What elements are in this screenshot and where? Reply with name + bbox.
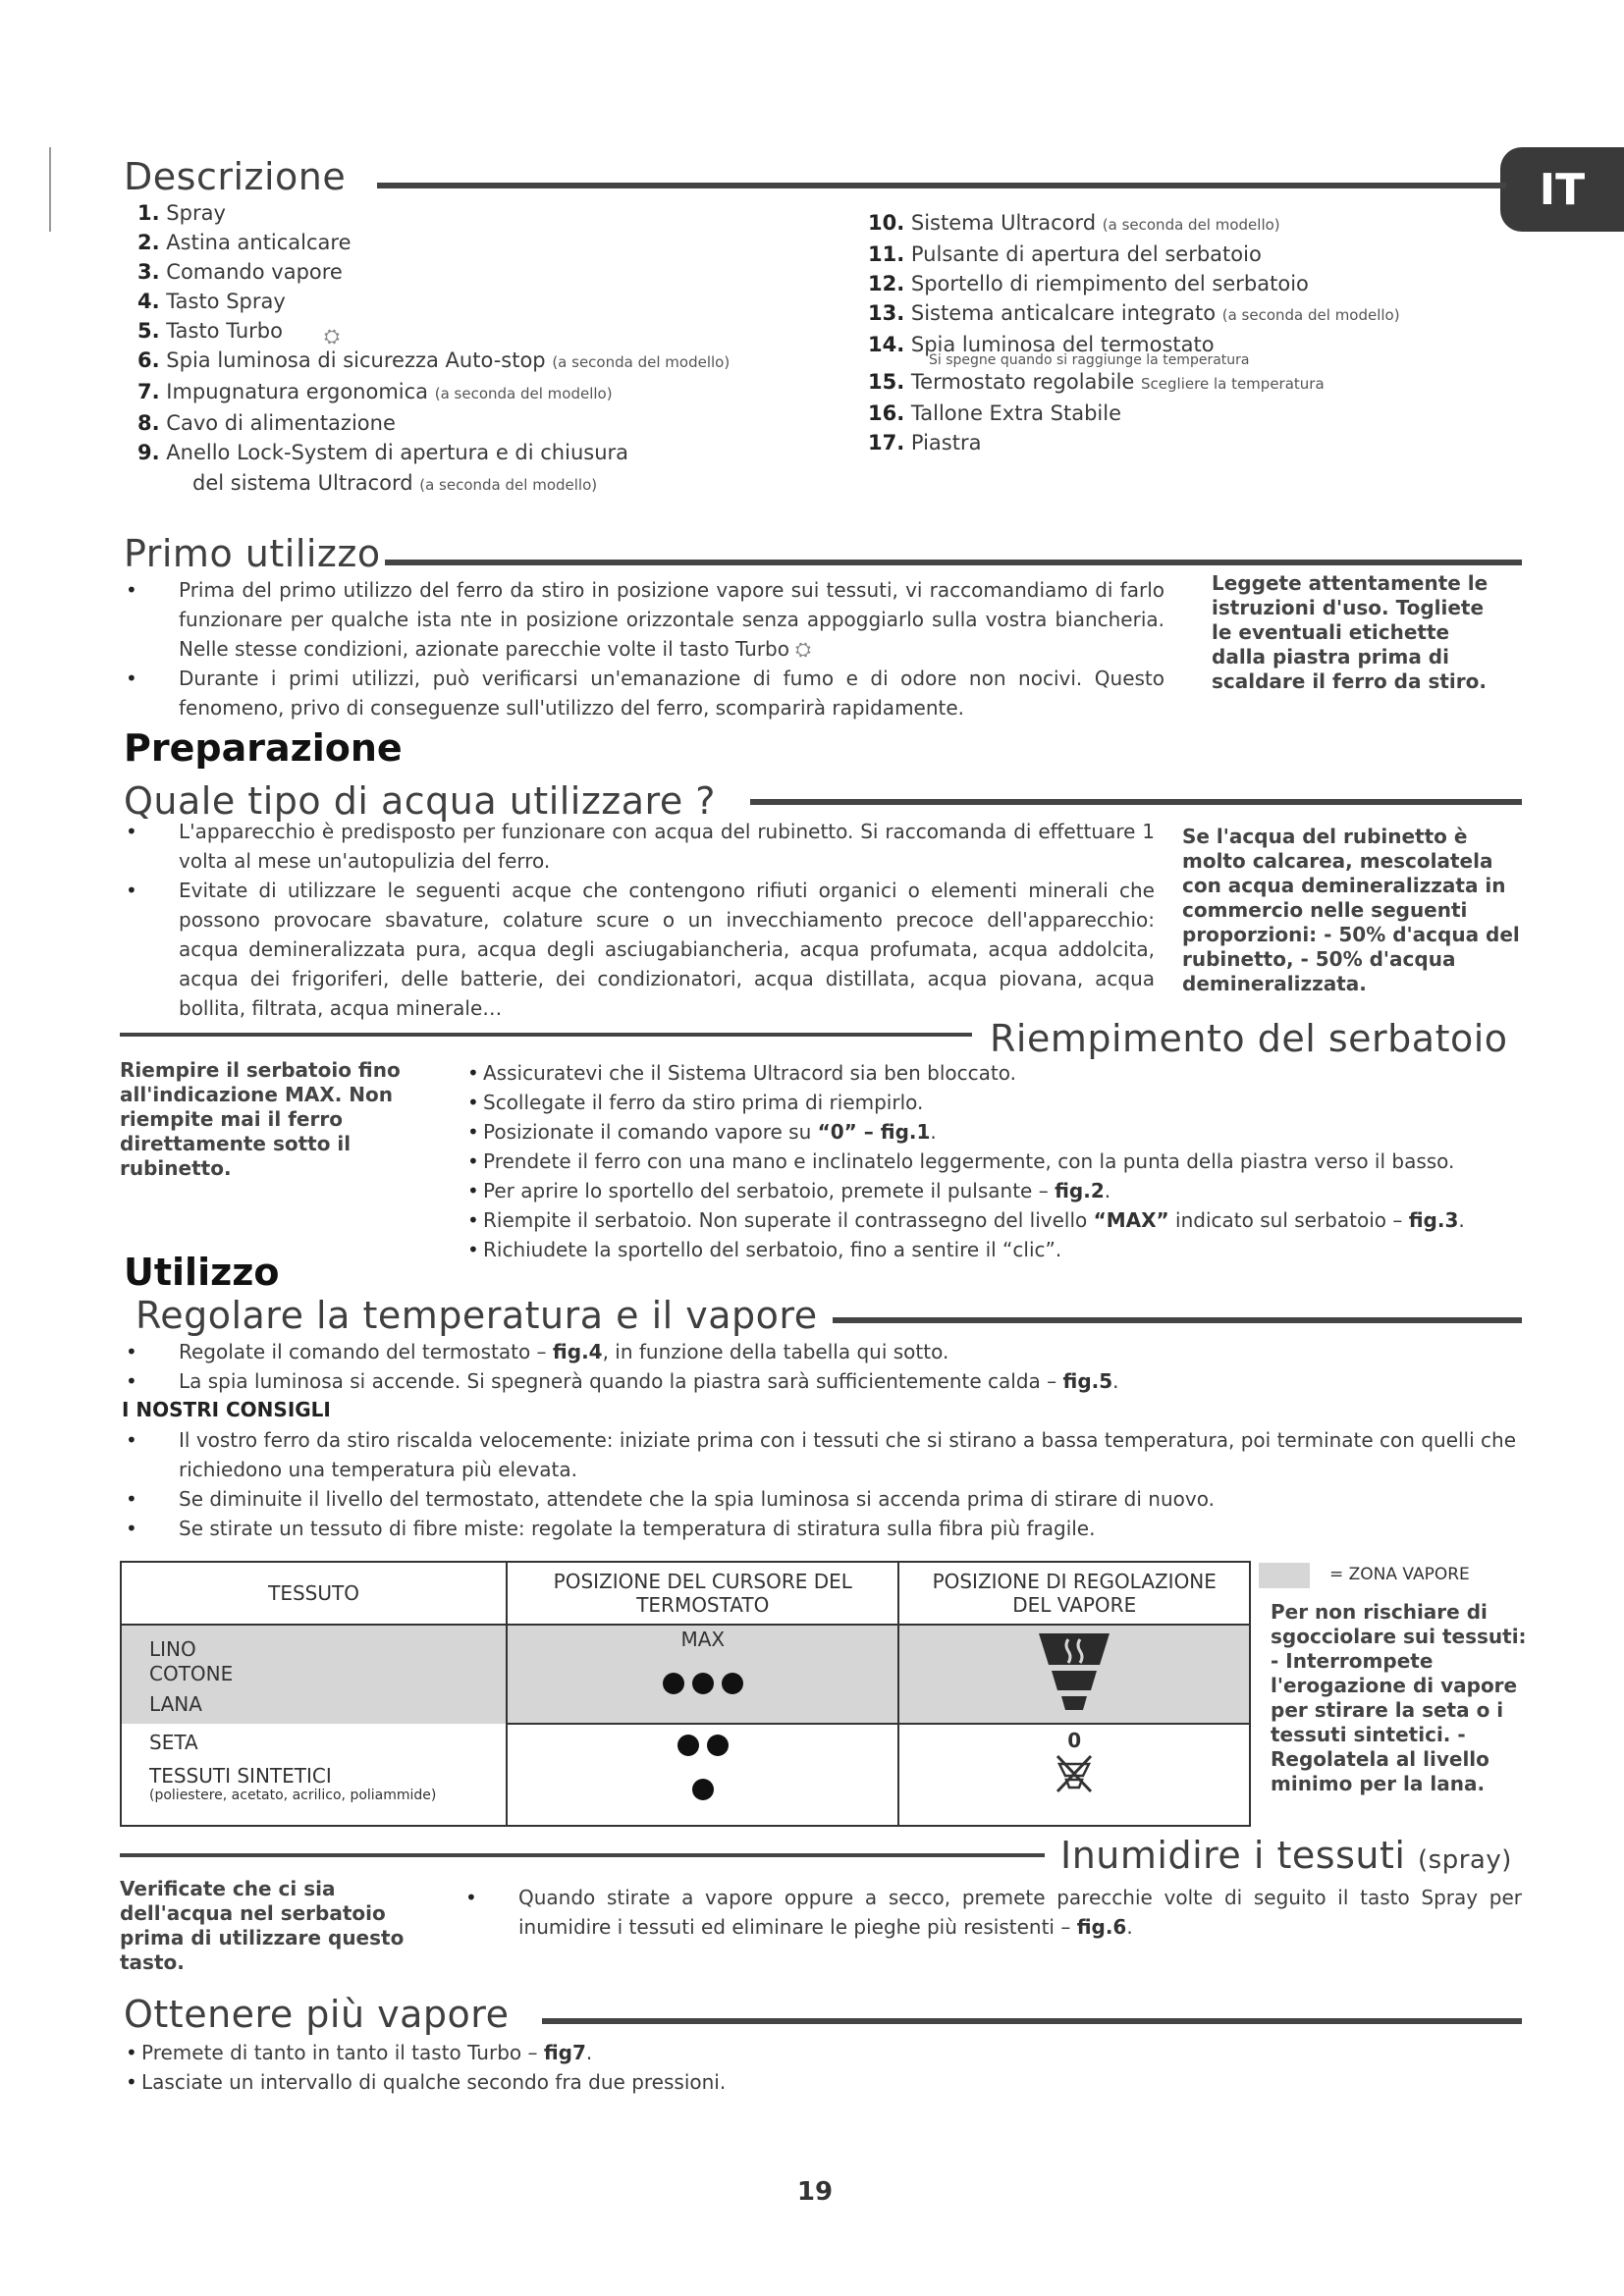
list-item: • L'apparecchio è predisposto per funzionare con acqua del rubinetto. Si raccomanda di effettuare 1 volta al mese un'autopulizia del ferro. (122, 817, 1155, 876)
table-note: Per non rischiare di sgocciolare sui tessuti: - Interrompete l'erogazione di vapore per stirare la seta o i tessuti sintetici. - Regolatela al livello minimo per la lana. (1271, 1600, 1527, 1795)
primo-utilizzo-note: Leggete attentamente le istruzioni d'uso. Togliete le eventuali etichette dalla piastra prima di scaldare il ferro da stiro. (1212, 571, 1489, 693)
inumidire-note: Verificate che ci sia dell'acqua nel serbatoio prima di utilizzare questo tasto. (120, 1877, 405, 1974)
list-item: • Posizionate il comando vapore su “0” – fig.1. (463, 1117, 1524, 1147)
description-item: 4. Tasto Spray (137, 290, 286, 313)
steam-zone-swatch (1259, 1563, 1310, 1588)
thermostat-one-dot (508, 1779, 897, 1805)
thermostat-low-cell (507, 1724, 898, 1826)
vapore-list (122, 2038, 1104, 2097)
list-item: • Regolate il comando del termostato – fig.4, in funzione della tabella qui sotto. (122, 1337, 1516, 1366)
fabric-seta: SETA (149, 1731, 198, 1754)
thermostat-two-dots (508, 1735, 897, 1761)
table-header-vapore: POSIZIONE DI REGOLAZIONE DEL VAPORE (898, 1562, 1250, 1625)
fabric-sintetici-detail: (poliestere, acetato, acrilico, poliammide) (149, 1788, 437, 1803)
description-item: 12. Sportello di riempimento del serbatoio (868, 272, 1309, 295)
list-item: • Se stirate un tessuto di fibre miste: regolate la temperatura di stiratura sulla fibra più fragile. (122, 1514, 1516, 1543)
subsection-title-temperatura: Regolare la temperatura e il vapore (135, 1294, 818, 1337)
section-title-inumidire: Inumidire i tessuti (spray) (1060, 1834, 1512, 1877)
section-title-preparazione: Preparazione (124, 726, 403, 770)
acqua-list (122, 817, 1155, 1023)
section-title-vapore: Ottenere più vapore (124, 1993, 510, 2036)
list-item: • Prendete il ferro con una mano e inclinatelo leggermente, con la punta della piastra verso il basso. (463, 1147, 1524, 1176)
section-title-riempimento: Riempimento del serbatoio (990, 1017, 1508, 1060)
page-number: 19 (796, 2177, 834, 2207)
table-header-tessuto: TESSUTO (121, 1562, 507, 1625)
consigli-list (122, 1425, 1516, 1543)
description-item: 14. Spia luminosa del termostato Si spegne quando si raggiunge la temperatura (868, 330, 1400, 367)
description-item: 15. Termostato regolabile Scegliere la temperatura (868, 370, 1325, 394)
description-item: 13. Sistema anticalcare integrato (a seconda del modello) (868, 301, 1400, 325)
description-list-right (868, 208, 1400, 457)
table-row (121, 1625, 507, 1724)
consigli-title: I NOSTRI CONSIGLI (122, 1398, 331, 1421)
list-item: • Scollegate il ferro da stiro prima di riempirlo. (463, 1088, 1524, 1117)
section-rule (120, 1853, 1045, 1857)
list-item: • Quando stirate a vapore oppure a secco, premete parecchie volte di seguito il tasto Spray per inumidire i tessuti ed eliminare le pieghe più resistenti – fig.6. (461, 1883, 1522, 1942)
description-item: 16. Tallone Extra Stabile (868, 401, 1121, 425)
description-item: 3. Comando vapore (137, 260, 343, 284)
section-rule (542, 2018, 1522, 2024)
fabric-lino: LINO (149, 1637, 196, 1661)
thermostat-max-label: MAX (680, 1628, 726, 1651)
thermostat-three-dots (508, 1673, 897, 1699)
fabric-lana: LANA (149, 1692, 202, 1716)
description-item: 5. Tasto Turbo (137, 319, 283, 343)
temperature-table (120, 1561, 1251, 1827)
list-item: • Per aprire lo sportello del serbatoio, premete il pulsante – fig.2. (463, 1176, 1524, 1205)
section-rule (120, 1033, 972, 1037)
acqua-note: Se l'acqua del rubinetto è molto calcarea, mescolatela con acqua demineralizzata in commercio nelle seguenti proporzioni: - 50% d'acqua del rubinetto, - 50% d'acqua demineralizzata. (1182, 825, 1520, 995)
description-item: 8. Cavo di alimentazione (137, 411, 396, 435)
description-item-14-sub: Si spegne quando si raggiunge la temperatura (929, 352, 1250, 368)
riempimento-note: Riempire il serbatoio fino all'indicazione MAX. Non riempite mai il ferro direttamente sotto il rubinetto. (120, 1058, 401, 1180)
section-rule (377, 183, 1506, 188)
section-title-descrizione: Descrizione (124, 155, 347, 198)
list-item: • Evitate di utilizzare le seguenti acque che contengono rifiuti organici o elementi minerali che possono provocare sbavature, colature scure o un invecchiamento precoce dell'apparecchio: acqua demineralizzata pura, acqua degli asciugabiancheria, acqua profumata, acqua addolcita, acqua dei frigoriferi, delle batterie, dei condizionatori, acqua distillata, acqua piovana, acqua bollita, filtrata, acqua minerale… (122, 876, 1155, 1023)
list-item: • Prima del primo utilizzo del ferro da stiro in posizione vapore sui tessuti, vi raccomandiamo di farlo funzionare per qualche ista nte in posizione orizzontale senza appoggiarlo sulla vostra biancheria. Nelle stesse condizioni, azionate parecchie volte il tasto Turbo ⛭ (122, 575, 1164, 664)
description-item: 6. Spia luminosa di sicurezza Auto-stop (a seconda del modello) (137, 348, 731, 372)
steam-max-cell (898, 1625, 1250, 1724)
primo-utilizzo-list (122, 575, 1164, 722)
description-item: 9. Anello Lock-System di apertura e di chiusura (137, 441, 629, 464)
margin-mark (49, 147, 51, 232)
language-tab: IT (1500, 147, 1624, 232)
table-header-termostato: POSIZIONE DEL CURSORE DEL TERMOSTATO (507, 1562, 898, 1625)
description-item: 2. Astina anticalcare (137, 231, 352, 254)
temperatura-list (122, 1337, 1516, 1396)
steam-high-icon (1035, 1626, 1113, 1718)
steam-zero-icon: 0 (1067, 1729, 1082, 1752)
list-item: • Il vostro ferro da stiro riscalda velocemente: iniziate prima con i tessuti che si stirano a bassa temperatura, poi terminate con quelli che richiedono una temperatura più elevata. (122, 1425, 1516, 1484)
list-item: • La spia luminosa si accende. Si spegnerà quando la piastra sarà sufficientemente calda – fig.5. (122, 1366, 1516, 1396)
section-rule (385, 560, 1522, 565)
inumidire-list (461, 1883, 1522, 1942)
list-item: • Lasciate un intervallo di qualche secondo fra due pressioni. (122, 2067, 1104, 2097)
subsection-title-acqua: Quale tipo di acqua utilizzare ? (124, 779, 716, 823)
list-item: • Richiudete la sportello del serbatoio, fino a sentire il “clic”. (463, 1235, 1524, 1264)
list-item: • Riempite il serbatoio. Non superate il contrassegno del livello “MAX” indicato sul serbatoio – fig.3. (463, 1205, 1524, 1235)
list-item: • Premete di tanto in tanto il tasto Turbo – fig7. (122, 2038, 1104, 2067)
description-list-left (137, 198, 730, 467)
turbo-icon: ⛭ (324, 324, 340, 347)
no-steam-icon (1052, 1750, 1097, 1795)
section-rule (750, 799, 1522, 805)
riempimento-list (463, 1058, 1524, 1264)
description-item: 11. Pulsante di apertura del serbatoio (868, 242, 1262, 266)
section-rule (833, 1317, 1522, 1323)
description-item: 1. Spray (137, 201, 226, 225)
description-item: 17. Piastra (868, 431, 982, 454)
steam-zone-legend: = ZONA VAPORE (1329, 1565, 1470, 1584)
turbo-icon: ⛭ (794, 637, 811, 661)
list-item: • Assicuratevi che il Sistema Ultracord sia ben bloccato. (463, 1058, 1524, 1088)
description-item-9-continued: del sistema Ultracord (a seconda del modello) (192, 471, 598, 495)
fabric-cotone: COTONE (149, 1662, 234, 1685)
section-title-utilizzo: Utilizzo (124, 1251, 280, 1294)
steam-off-cell (898, 1724, 1250, 1826)
section-title-primo-utilizzo: Primo utilizzo (124, 532, 381, 575)
description-item: 10. Sistema Ultracord (a seconda del modello) (868, 211, 1280, 235)
thermostat-max-cell (507, 1625, 898, 1724)
table-row (121, 1724, 507, 1826)
description-item: 7. Impugnatura ergonomica (a seconda del modello) (137, 380, 613, 403)
list-item: • Durante i primi utilizzi, può verificarsi un'emanazione di fumo e di odore non nocivi. Questo fenomeno, privo di conseguenze sull'utilizzo del ferro, scomparirà rapidamente. (122, 664, 1164, 722)
fabric-sintetici: TESSUTI SINTETICI (149, 1764, 332, 1788)
list-item: • Se diminuite il livello del termostato, attendete che la spia luminosa si accenda prima di stirare di nuovo. (122, 1484, 1516, 1514)
